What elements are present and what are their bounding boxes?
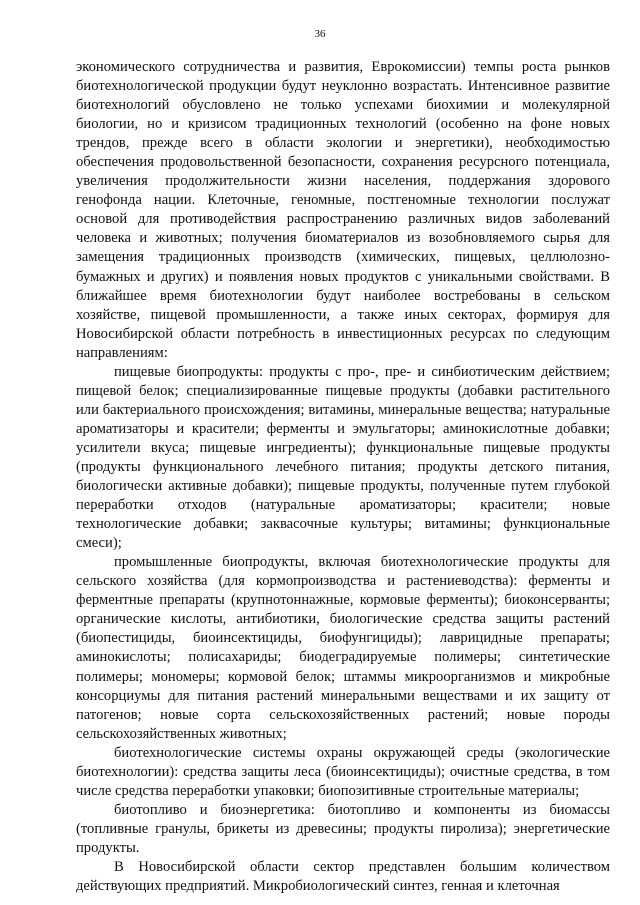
- paragraph-novosibirsk-sector: В Новосибирской области сектор представлен большим количеством действующих предприятий. Микробиологический синтез, генная и клеточная: [76, 858, 610, 895]
- paragraph-industrial-bioproducts: промышленные биопродукты, включая биотехнологические продукты для сельского хозяйства (для кормопроизводства и растениеводства): ферменты и ферментные препараты (крупнотоннажные, кормовые ферменты); биоконсерванты; органические кислоты, антибиотики, биологические средства защиты растений (биопестициды, биоинсектициды, биофунгициды); лаврицидные препараты; аминокислоты; полисахариды; биодеградируемые полимеры; синтетические полимеры; мономеры; кормовой белок; штаммы микроорганизмов и микробные консорциумы для питания растений минеральными веществами и их защиту от патогенов; новые сорта сельскохозяйственных растений; новые породы сельскохозяйственных животных;: [76, 554, 610, 742]
- document-body: [76, 58, 610, 896]
- paragraph-food-bioproducts: пищевые биопродукты: продукты с про-, пре- и синбиотическим действием; пищевой белок; специализированные пищевые продукты (добавки растительного или бактериального происхождения; витамины, минеральные вещества; натуральные ароматизаторы и красители; ферменты и эмульгаторы; аминокислотные добавки; усилители вкуса; пищевые ингредиенты); функциональные пищевые продукты (продукты функционального лечебного питания; продукты детского питания, биологически активные добавки); пищевые продукты, полученные путем глубокой переработки отходов (натуральные ароматизаторы; красители; новые технологические добавки; заквасочные культуры; витамины; функциональные смеси);: [76, 363, 610, 552]
- page-number: 36: [314, 28, 326, 40]
- paragraph-biofuel-bioenergy: биотопливо и биоэнергетика: биотопливо и компоненты из биомассы (топливные гранулы, брикеты из древесины; продукты пиролиза); энергетические продукты.: [76, 801, 610, 856]
- paragraph-environmental-biotech: биотехнологические системы охраны окружающей среды (экологические биотехнологии): средства защиты леса (биоинсектициды); очистные средства, в том числе средства переработки упаковки; биопозитивные строительные материалы;: [76, 744, 610, 799]
- paragraph-intro: экономического сотрудничества и развития, Еврокомиссии) темпы роста рынков биотехнологической продукции будут неуклонно возрастать. Интенсивное развитие биотехнологий обусловлено не только успехами биохимии и молекулярной биологии, но и кризисом традиционных технологий (особенно на фоне новых трендов, прежде всего в области экологии и энергетики), необходимостью обеспечения продовольственной безопасности, сохранения ресурсного потенциала, увеличения продолжительности жизни населения, поддержания здорового генофонда нации. Клеточные, геномные, постгеномные технологии послужат основой для противодействия распространению различных видов заболеваний человека и животных; получения биоматериалов из возобновляемого сырья для замещения традиционных производств (химических, пищевых, целлюлозно-бумажных и других) и появления новых продуктов с уникальными свойствами. В ближайшее время биотехнологии будут наиболее востребованы в сельском хозяйстве, пищевой промышленности, а также иных секторах, формируя для Новосибирской области потребность в инвестиционных ресурсах по следующим направлениям:: [76, 59, 610, 361]
